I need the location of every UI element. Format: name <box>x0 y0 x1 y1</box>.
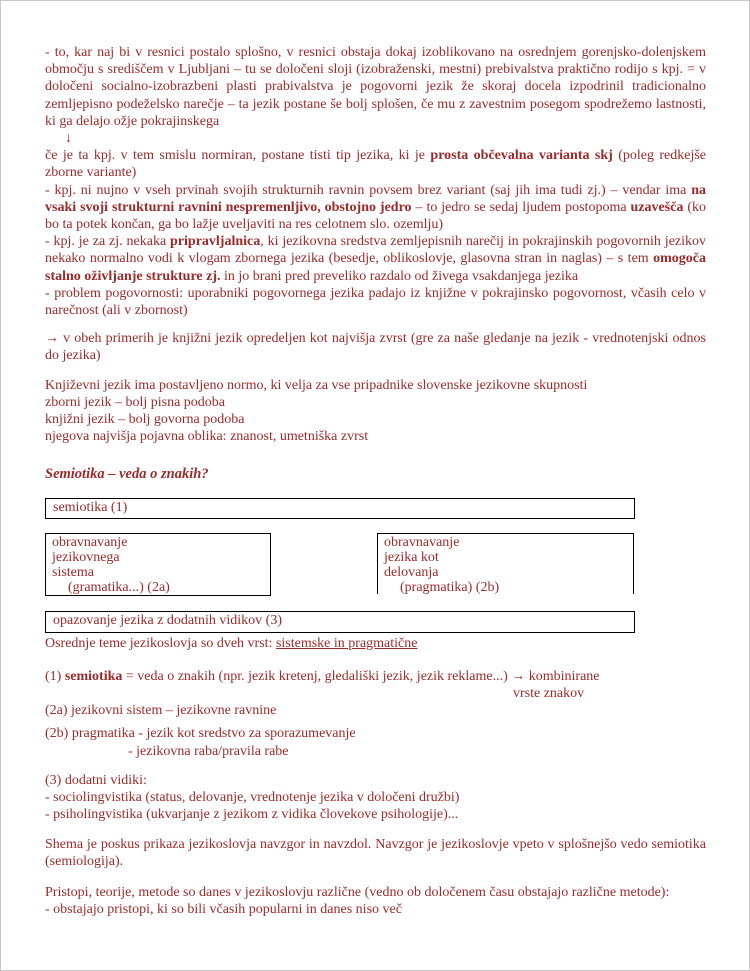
text-segment: = veda o znakih (npr. jezik kretenj, gledališki jezik, jezik reklame...) → kombinirane <box>122 668 600 684</box>
pragmatika-block <box>45 725 706 759</box>
text-segment: (poleg redkejše zborne variante) <box>45 148 706 181</box>
text-segment: - kpj. je za zj. nekaka <box>45 234 171 250</box>
diagram-box-2a-line: (gramatika...) (2a) <box>68 579 170 595</box>
jezikovni-sistem-line: (2a) jezikovni sistem – jezikovne ravnine <box>45 703 277 719</box>
section-heading-semiotika: Semiotika – veda o znakih? <box>45 466 209 483</box>
dodatni-vidiki-head: (3) dodatni vidiki: <box>45 772 147 788</box>
diagram-box-2b-line: (pragmatika) (2b) <box>400 579 500 595</box>
text-segment: Osrednje teme jezikoslovja so dveh vrst: <box>45 635 276 651</box>
diagram-box-2b <box>377 533 634 594</box>
text-segment: in jo brani pred preveliko razdalo od živega vsakdanjega jezika <box>220 268 579 284</box>
norms-line-2: zborni jezik – bolj pisna podoba <box>45 394 226 410</box>
pristopi-line-2: - obstajajo pristopi, ki so bili včasih popularni in danes niso več <box>45 902 402 918</box>
pristopi-block <box>45 884 706 918</box>
semiotics-diagram <box>45 498 706 633</box>
text-segment: , ki jezikovna sredstva zemljepisnih narečij in pokrajinskih pogovornih jezikov nekako normalno vodi k vlogam zbornega jezika (besedje, oblikoslovje, glasovna stran in naglas) – s tem <box>45 234 707 267</box>
diagram-box-dodatni-vidiki-label: opazovanje jezika z dodatnih vidikov (3) <box>53 613 282 629</box>
paragraph-kpj-overview: - to, kar naj bi v resnici postalo splošno, v resnici obstaja dokaj izoblikovano na osrednjem gorenjsko-dolenjskem območju s središčem v Ljubljani – tu se določeni sloji (izobraženski, mestni) prebivalstva praktično rodijo s kpj. = v določeni socialno-izobrazbeni plasti prabivalstva je pogovorni jezik že skoraj docela izpodrinil tradicionalno zemljepisno podeželsko narečje – ta jezik postane še bolj splošen, če mu z zavestnim posegom spodrežemo lastnosti, ki ga delajo ožje pokrajinskega <box>45 45 706 129</box>
psiholingvistika-line: - psiholingvistika (ukvarjanje z jezikom z vidika človekove psihologije)... <box>45 807 459 823</box>
semiotika-definition-block <box>45 668 706 720</box>
norms-line-3: knjižni jezik – bolj govorna podoba <box>45 412 245 428</box>
paragraph-strukturne-ravnine <box>45 182 706 234</box>
down-arrow-icon: ↓ <box>65 131 72 147</box>
vrste-znakov-line: vrste znakov <box>513 686 585 702</box>
text-segment: - kpj. ni nujno v vseh prvinah svojih strukturnih ravnin povsem brez variant (saj jih ima tudi zj.) – vendar ima <box>45 182 692 198</box>
text-segment: – to jedro se sedaj ljudem postopoma <box>411 199 631 215</box>
paragraph-pripravljalnica <box>45 233 706 285</box>
bold-text-segment: semiotika <box>64 668 123 684</box>
pragmatika-line-2: - jezikovna raba/pravila rabe <box>128 743 289 759</box>
paragraph-normiran <box>45 147 706 181</box>
diagram-box-2a-line: sistema <box>52 564 94 580</box>
paragraph-osrednje-teme <box>45 635 706 652</box>
paragraph-shema: Shema je poskus prikaza jezikoslovja navzgor in navzdol. Navzgor je jezikoslovje vpeto v splošnejšo vedo semiotika (semiologija). <box>45 836 706 869</box>
bold-text-segment: uzavešča <box>630 199 684 215</box>
semiotika-definition-line <box>45 668 706 685</box>
dodatni-vidiki-block <box>45 772 706 824</box>
diagram-box-2a-line: obravnavanje <box>52 535 128 551</box>
diagram-box-2b-line: obravnavanje <box>384 535 460 551</box>
diagram-box-dodatni-vidiki <box>45 611 635 633</box>
pragmatika-line-1: (2b) pragmatika - jezik kot sredstvo za sporazumevanje <box>45 726 356 742</box>
text-segment: (1) <box>45 668 65 684</box>
bold-text-segment: omogoča stalno oživljanje strukture zj. <box>45 251 706 284</box>
bold-text-segment: pripravljalnica <box>170 234 261 250</box>
pristopi-line-1: Pristopi, teorije, metode so danes v jezikoslovju različne (vedno ob določenem času obstajajo različne metode): <box>45 884 670 900</box>
diagram-box-2b-line: jezika kot <box>384 549 439 565</box>
diagram-box-row <box>45 533 706 596</box>
bold-text-segment: prosta občevalna varianta skj <box>430 148 613 164</box>
norms-line-1: Književni jezik ima postavljeno normo, ki velja za vse pripadnike slovenske jezikovne skupnosti <box>45 377 588 393</box>
diagram-box-2a <box>45 533 271 596</box>
underlined-text-segment: sistemske in pragmatične <box>275 635 418 651</box>
norms-block <box>45 377 706 446</box>
diagram-box-semiotika <box>45 498 635 520</box>
bold-text-segment: na vsaki svoji strukturni ravnini nespremenljivo, obstojno jedro <box>45 182 706 215</box>
diagram-box-2a-line: jezikovnega <box>52 549 120 565</box>
diagram-box-2b-line: delovanja <box>384 564 439 580</box>
diagram-box-semiotika-label: semiotika (1) <box>53 499 128 515</box>
norms-line-4: njegova najvišja pojavna oblika: znanost, umetniška zvrst <box>45 429 369 445</box>
paragraph-oba-primera: → v obeh primerih je knjižni jezik opredeljen kot najvišja zvrst (gre za naše gledanje na jezik - vrednotenjski odnos do jezika) <box>45 331 706 364</box>
paragraph-problem-pogovornosti: - problem pogovornosti: uporabniki pogovornega jezika padajo iz knjižne v pokrajinsko pogovornost, včasih celo v narečnost (ali v zbornost) <box>45 285 706 319</box>
text-segment: če je ta kpj. v tem smislu normiran, postane tisti tip jezika, ki je <box>45 148 431 164</box>
text-segment: (ko bo ta potek končan, ga bo lažje uveljaviti na res celotnem slo. ozemlju) <box>45 199 706 233</box>
sociolingvistika-line: - sociolingvistika (status, delovanje, vrednotenje jezika v določeni družbi) <box>45 790 460 806</box>
